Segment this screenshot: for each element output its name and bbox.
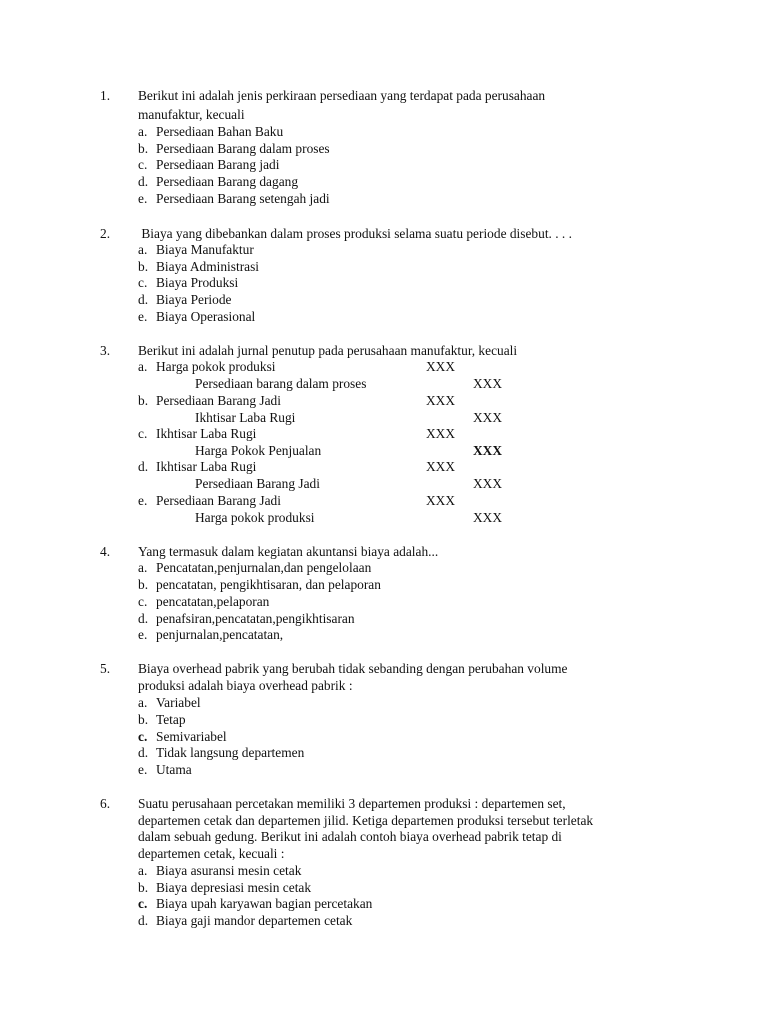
- credit-amount: XXX: [473, 510, 503, 525]
- option-b: b. Persediaan Barang dalam proses: [138, 141, 330, 156]
- journal-option-b-credit: [0, 410, 768, 427]
- question-text: Suatu perusahaan percetakan memiliki 3 departemen produksi : departemen set,: [138, 796, 566, 811]
- journal-option-a-debit: [0, 359, 768, 376]
- credit-amount: XXX: [473, 376, 503, 391]
- question-number: 3.: [100, 343, 111, 358]
- question-number: 2.: [100, 226, 111, 241]
- option-d: d. Persediaan Barang dagang: [138, 174, 299, 189]
- question-number: 5.: [100, 661, 111, 676]
- journal-option-e-credit: [0, 510, 768, 527]
- debit-amount: XXX: [426, 493, 456, 508]
- option-b: b. Biaya Administrasi: [138, 259, 260, 274]
- option-e: e. Utama: [138, 762, 192, 777]
- option-a: a. Pencatatan,penjurnalan,dan pengelolaan: [138, 560, 372, 575]
- journal-option-c-debit: [0, 426, 768, 443]
- debit-account: Persediaan Barang Jadi: [156, 493, 281, 508]
- question-text: Biaya yang dibebankan dalam proses produksi selama suatu periode disebut. . . .: [138, 226, 572, 241]
- question-text: Berikut ini adalah jenis perkiraan persediaan yang terdapat pada perusahaan: [138, 88, 546, 103]
- option-letter: c.: [138, 426, 148, 441]
- option-a: a. Biaya asuransi mesin cetak: [138, 863, 302, 878]
- option-c: c. pencatatan,pelaporan: [138, 594, 270, 609]
- question-number: 6.: [100, 796, 111, 811]
- option-d: d. Biaya Periode: [138, 292, 232, 307]
- option-b: b. Biaya depresiasi mesin cetak: [138, 880, 312, 895]
- option-e: e. Biaya Operasional: [138, 309, 256, 324]
- debit-amount: XXX: [426, 393, 456, 408]
- journal-option-b-debit: [0, 393, 768, 410]
- question-text: manufaktur, kecuali: [138, 107, 245, 122]
- credit-amount: XXX: [473, 443, 503, 458]
- journal-option-c-credit: [0, 443, 768, 460]
- credit-account: Harga pokok produksi: [195, 510, 315, 525]
- option-d: d. Biaya gaji mandor departemen cetak: [138, 913, 353, 928]
- option-a: a. Persediaan Bahan Baku: [138, 124, 284, 139]
- debit-account: Ikhtisar Laba Rugi: [156, 459, 257, 474]
- option-e: e. Persediaan Barang setengah jadi: [138, 191, 330, 206]
- journal-option-e-debit: [0, 493, 768, 510]
- option-letter: b.: [138, 393, 149, 408]
- question-text: dalam sebuah gedung. Berikut ini adalah contoh biaya overhead pabrik tetap di: [138, 829, 562, 844]
- debit-amount: XXX: [426, 459, 456, 474]
- debit-account: Ikhtisar Laba Rugi: [156, 426, 257, 441]
- option-b: b. Tetap: [138, 712, 186, 727]
- debit-amount: XXX: [426, 426, 456, 441]
- question-number: 1.: [100, 88, 111, 103]
- question-text: departemen cetak, kecuali :: [138, 846, 285, 861]
- journal-option-d-credit: [0, 476, 768, 493]
- credit-account: Persediaan barang dalam proses: [195, 376, 367, 391]
- journal-option-d-debit: [0, 459, 768, 476]
- option-c: c. Biaya upah karyawan bagian percetakan: [138, 896, 373, 911]
- debit-amount: XXX: [426, 359, 456, 374]
- option-c: c. Semivariabel: [138, 729, 227, 744]
- credit-account: Harga Pokok Penjualan: [195, 443, 322, 458]
- question-text: departemen cetak dan departemen jilid. Ketiga departemen produksi tersebut terletak: [138, 813, 594, 828]
- option-b: b. pencatatan, pengikhtisaran, dan pelaporan: [138, 577, 381, 592]
- question-number: 4.: [100, 544, 111, 559]
- option-letter: e.: [138, 493, 148, 508]
- option-letter: d.: [138, 459, 149, 474]
- journal-option-a-credit: [0, 376, 768, 393]
- credit-amount: XXX: [473, 410, 503, 425]
- debit-account: Harga pokok produksi: [156, 359, 276, 374]
- debit-account: Persediaan Barang Jadi: [156, 393, 281, 408]
- credit-account: Persediaan Barang Jadi: [195, 476, 320, 491]
- option-c: c. Biaya Produksi: [138, 275, 239, 290]
- question-text: Biaya overhead pabrik yang berubah tidak sebanding dengan perubahan volume: [138, 661, 568, 676]
- option-d: d. penafsiran,pencatatan,pengikhtisaran: [138, 611, 355, 626]
- question-text: Berikut ini adalah jurnal penutup pada perusahaan manufaktur, kecuali: [138, 343, 518, 358]
- option-letter: a.: [138, 359, 148, 374]
- option-d: d. Tidak langsung departemen: [138, 745, 305, 760]
- option-c: c. Persediaan Barang jadi: [138, 157, 280, 172]
- credit-amount: XXX: [473, 476, 503, 491]
- option-a: a. Variabel: [138, 695, 201, 710]
- option-a: a. Biaya Manufaktur: [138, 242, 254, 257]
- question-text: produksi adalah biaya overhead pabrik :: [138, 678, 353, 693]
- option-e: e. penjurnalan,pencatatan,: [138, 627, 284, 642]
- credit-account: Ikhtisar Laba Rugi: [195, 410, 296, 425]
- question-text: Yang termasuk dalam kegiatan akuntansi biaya adalah...: [138, 544, 439, 559]
